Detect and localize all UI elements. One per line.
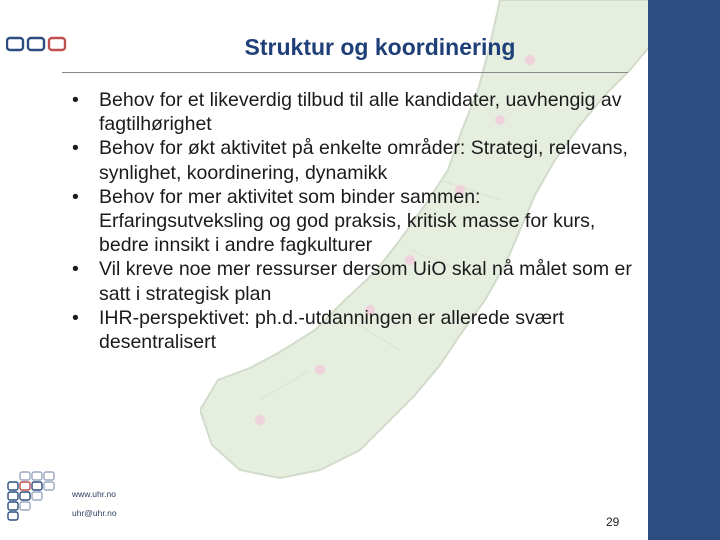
slide-title: Struktur og koordinering — [244, 34, 516, 60]
bullet-marker: • — [72, 137, 79, 160]
bullet-text: Vil kreve noe mer ressurser dersom UiO skal nå målet som er satt i strategisk plan — [99, 258, 632, 305]
bullet-item — [58, 306, 638, 354]
footer-website: www.uhr.no — [72, 489, 116, 499]
title-divider — [62, 72, 628, 73]
bullet-marker: • — [72, 306, 79, 329]
bullet-marker: • — [72, 258, 79, 281]
bullet-marker: • — [72, 185, 79, 208]
bullet-item — [58, 185, 638, 258]
uhr-logo-icon — [6, 35, 70, 53]
right-accent-bar — [648, 0, 720, 540]
bullet-text: IHR-perspektivet: ph.d.-utdanningen er allerede svært desentralisert — [99, 306, 564, 354]
bullet-list — [58, 88, 638, 354]
bullet-text: Behov for mer aktivitet som binder sammen: Erfaringsutveksling og god praksis, kritisk masse for kurs, bedre innsikt i andre fagkulturer — [99, 185, 596, 257]
bullet-marker: • — [72, 89, 79, 111]
page-number: 29 — [606, 515, 620, 529]
bullet-item — [58, 136, 638, 184]
footer-email: uhr@uhr.no — [72, 508, 117, 518]
bullet-text: Behov for et likeverdig tilbud til alle kandidater, uavhengig av fagtilhørighet — [99, 89, 622, 136]
bullet-item — [58, 88, 638, 136]
bullet-text: Behov for økt aktivitet på enkelte områder: Strategi, relevans, synlighet, koordinering, dynamikk — [99, 137, 628, 184]
uhr-logo-icon — [4, 470, 60, 530]
bullet-item — [58, 257, 638, 305]
